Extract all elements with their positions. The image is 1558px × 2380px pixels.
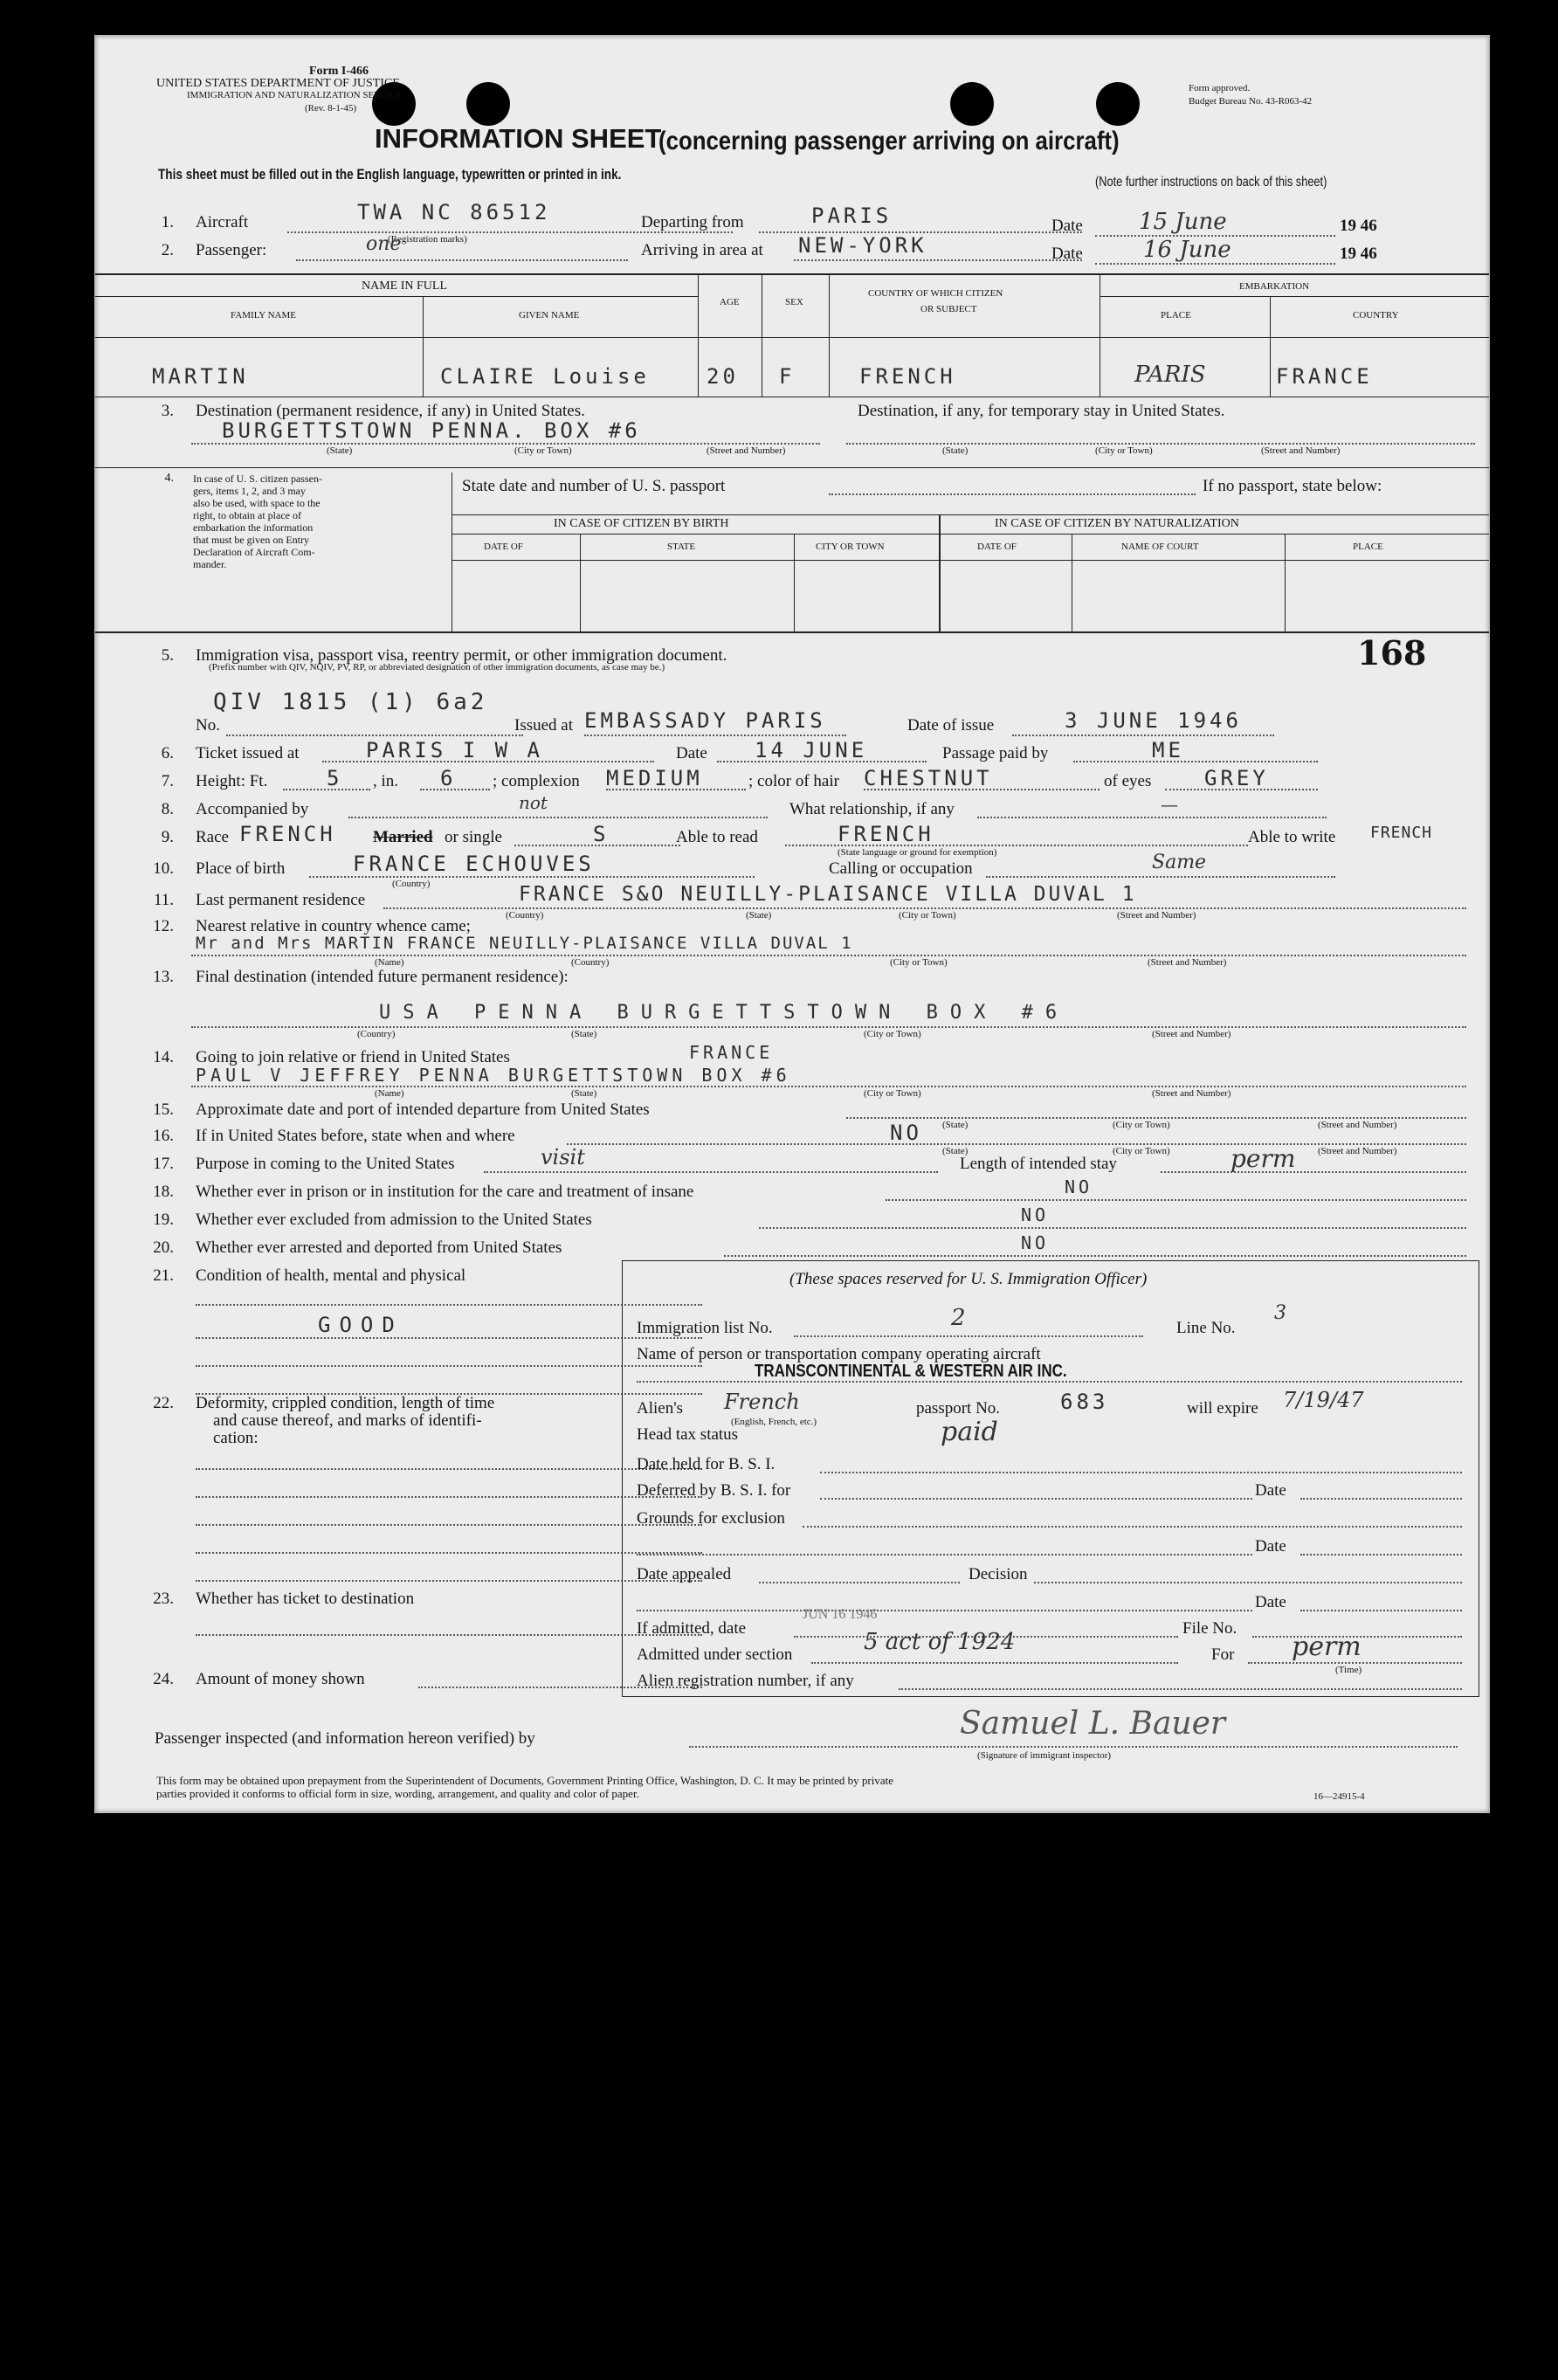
year2: 19 46 [1340,245,1377,263]
service: IMMIGRATION AND NATURALIZATION SERVICE [187,90,403,100]
embark-place-value: PARIS [1134,362,1206,388]
date2-label: Date [1051,245,1083,263]
embark-country-value: FRANCE [1276,364,1373,389]
revision: (Rev. 8-1-45) [305,103,357,114]
punch-hole [1096,82,1140,126]
form-approved: Form approved. [1189,83,1251,93]
department: UNITED STATES DEPARTMENT OF JUSTICE [156,77,400,90]
given-name-value: CLAIRE Louise [440,364,650,389]
sex-value: F [779,364,796,389]
inspector-signature: Samuel L. Bauer [960,1706,1226,1742]
instruction-right: (Note further instructions on back of this sheet) [1095,175,1327,190]
aircraft-value: TWA NC 86512 [357,200,551,224]
arriving-label: Arriving in area at [641,241,763,259]
passenger-label: Passenger: [196,241,267,259]
date2-value: 16 June [1143,237,1231,263]
visa-number-stamp: 168 [1357,633,1427,673]
destination-label: Destination (permanent residence, if any) in United States. [196,402,585,420]
visa-label: Immigration visa, passport visa, reentry permit, or other immigration document. [196,646,727,665]
health-value: GOOD [318,1313,403,1337]
form-title: INFORMATION SHEET [375,123,662,154]
aircraft-label: Aircraft [196,213,249,231]
family-name-value: MARTIN [152,364,249,389]
year1: 19 46 [1340,217,1377,235]
company-stamp: TRANSCONTINENTAL & WESTERN AIR INC. [755,1362,1067,1381]
form-number: Form I-466 [309,65,369,78]
visa-no-value: QIV 1815 (1) 6a2 [213,689,488,715]
departing-value: PARIS [811,204,893,228]
punch-hole [466,82,510,126]
arriving-value: NEW-YORK [798,233,927,258]
budget-bureau: Budget Bureau No. 43-R063-42 [1189,96,1313,107]
date-stamp: JUN 16 1946 [803,1607,878,1622]
instruction-left: This sheet must be filled out in the English language, typewritten or printed in ink. [158,166,622,183]
destination-value: BURGETTSTOWN PENNA. BOX #6 [222,418,641,443]
date1-label: Date [1051,217,1083,235]
passenger-value: one [366,233,402,255]
citizen-value: FRENCH [859,364,956,389]
date-issue-value: 3 JUNE 1946 [1065,708,1242,733]
punch-hole [950,82,994,126]
age-value: 20 [707,364,739,389]
issued-at-value: EMBASSADY PARIS [584,708,826,733]
departing-label: Departing from [641,213,744,231]
date1-value: 15 June [1139,209,1227,235]
information-sheet: Form I-466 UNITED STATES DEPARTMENT OF JUSTICE IMMIGRATION AND NATURALIZATION SERVICE (Rev. 8-1-45) Form approved. Budget Bureau No. 43-R063-42 INFORMATION SHEET (concerning passenger arriving on aircraft) This sheet must be filled out in the English language, typewritten or printed in ink. (Note further instructions on back of this sheet) 1. Aircraft TWA NC 86512 (Registration marks) Departing from PARIS Date 15 June 19 46 2. Passenger: one Arriving in area at NEW-YORK Date 16 June 19 46 NAME IN FULL FAMILY NAME GIVEN NAME AGE SEX COUNTRY OF WHICH CITIZEN OR SUBJECT EMBARKATION PLACE COUNTRY MARTIN CLAIRE Louise 20 F FRENCH PARIS FRANCE 3. Destination (permanent residence, if any) in United States. Destination, if any, for temporary stay in United States. BURGETTSTOWN PENNA. BOX #6 (State) (City or Town) (Street and Number) (State) (City or Town) (Street and Number) 4. In case of U. S. citizen passen- gers, items 1, 2, and 3 may also be used, with space to the right, to obtain at place of embarkation the information that must be given on Entry Declaration of Aircraft Com- mander. State date and number of U. S. passport If no passport, state below: IN CASE OF CITIZEN BY BIRTH IN CASE OF CITIZEN BY NATURALIZATION DATE OF STATE CITY OR TOWN DATE OF NAME OF COURT PLACE 5. Immigration visa, passport visa, reentry permit, or other immigration document. (Prefix number with QIV, NQIV, PV, RP, or abbreviated designation of other immigration documents, as case may be.) 168 No. QIV 1815 (1) 6a2 Issued at EMBASSADY PARIS Date of issue 3 JUNE 1946 6. Ticket issued at PARIS I W A Date 14 JUNE Passage paid by ME 7. Height: Ft. 5 , in. 6 ; complexion MEDIUM ; color of hair CHESTNUT of eyes GREY 8. Accompanied by not What relationship, if any — 9. Race FRENCH Married or single S Able to read FRENCH Able to write FRENCH (State language or ground for exemption) 10. Place of birth FRANCE ECHOUVES (Country) Calling or occupation Same 11. Last permanent residence FRANCE S&O NEUILLY-PLAISANCE VILLA DUVAL 1 (Country) (State) (City or Town) (Street and Number) 12. Nearest relative in country whence came; Mr and Mrs MARTIN FRANCE NEUILLY-PLAISANCE VILLA DUVAL 1 (Name) (Country) (City or Town) (Street and Number) 13. Final destination (intended future permanent residence): USA PENNA BURGETTSTOWN BOX #6 (Country) (State) (City or Town) (Street and Number) 14. Going to join relative or friend in United States FRANCE PAUL V JEFFREY PENNA BURGETTSTOWN BOX #6 (Name) (State) (City or Town) (Street and Number) 15. Approximate date and port of intended departure from United States (State) (City or Town) (Street and Number) 16. If in United States before, state when and where NO (State) (City or Town) (Street and Number) 17. Purpose in coming to the United States visit Length of intended stay perm 18. Whether ever in prison or in institution for the care and treatment of insane NO 19. Whether ever excluded from admission to the United States NO 20. Whether ever arrested and deported from United States NO 21. Condition of health, mental and physical GOOD 22. Deformity, crippled condition, length of time and cause thereof, and marks of identifi- cation: 23. Whether has ticket to destination 24. Amount of money shown (These spaces reserved for U. S. Immigration Officer) Immigration list No. 2 Line No. 3 Name of person or transportation company operating aircraft TRANSCONTINENTAL & WESTERN AIR INC. Alien's French (English, French, etc.) passport No. 683 will expire 7/19/47 Head tax status paid Date held for B. S. I. Deferred by B. S. I. for Date Grounds for exclusion Date Date appealed Decision Date If admitted, date JUN 16 1946 File No. Admitted under section 5 act of 1924 For perm (Time) Alien registration number, if any Passenger inspected (and information hereon verified) by Samuel L. Bauer (Signature of immigrant inspector) This form may be obtained upon prepayment from the Superintendent of Documents, Government Printing Office, Washington, D. C. It may be printed by private parties provided it conforms to official form in size, wording, arrangement, and quality and color of paper. 16—24915-4 [94,35,1490,1813]
form-subtitle: (concerning passenger arriving on aircraft) [658,127,1120,155]
citizen-note: In case of U. S. citizen passen- gers, items 1, 2, and 3 may also be used, with space to the right, to obtain at place of embarkation the information that must be given on Entry Declaration of Aircraft Com- mander. [193,473,322,570]
